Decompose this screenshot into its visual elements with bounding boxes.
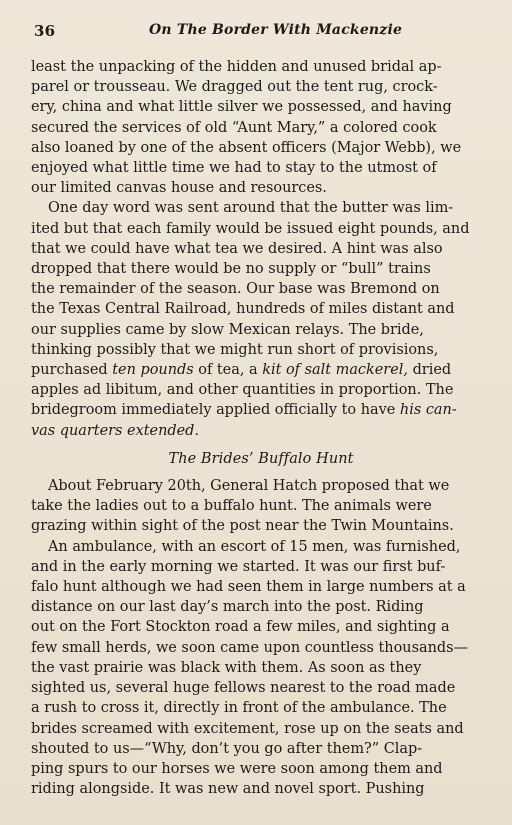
text-line: shouted to us—“Why, don’t you go after them?” Clap- bbox=[31, 740, 423, 757]
text-line: the Texas Central Railroad, hundreds of miles distant and bbox=[31, 301, 455, 318]
text-line: grazing within sight of the post near the Twin Mountains. bbox=[31, 518, 454, 535]
italic-text-run: kit of salt mackerel, bbox=[262, 362, 408, 379]
text-line: our supplies came by slow Mexican relays. The bride, bbox=[31, 321, 424, 338]
text-line: the vast prairie was black with them. As soon as they bbox=[31, 659, 422, 676]
text-line: our limited canvas house and resources. bbox=[31, 180, 327, 197]
paragraph-3 bbox=[31, 476, 491, 537]
text-line: thinking possibly that we might run short of provisions, bbox=[31, 341, 439, 358]
paragraph-1 bbox=[31, 57, 491, 198]
text-line: and in the early morning we started. It was our first buf- bbox=[31, 558, 446, 575]
text-line: that we could have what tea we desired. A hint was also bbox=[31, 240, 443, 257]
text-line: dropped that there would be no supply or “bull” trains bbox=[31, 261, 431, 278]
text-line-mixed bbox=[31, 400, 491, 420]
text-line: distance on our last day’s march into the post. Riding bbox=[31, 599, 424, 616]
text-line: the remainder of the season. Our base was Bremond on bbox=[31, 281, 440, 298]
text-line: falo hunt although we had seen them in large numbers at a bbox=[31, 579, 466, 596]
text-line: secured the services of old “Aunt Mary,” a colored cook bbox=[31, 119, 437, 136]
italic-text-line: vas quarters extended. bbox=[31, 422, 200, 439]
page-body bbox=[31, 57, 491, 799]
paragraph-4 bbox=[31, 537, 491, 800]
text-line: ery, china and what little silver we possessed, and having bbox=[31, 99, 452, 116]
text-line: ited but that each family would be issued eight pounds, and bbox=[31, 220, 470, 237]
page-header bbox=[34, 22, 490, 44]
text-line: enjoyed what little time we had to stay to the utmost of bbox=[31, 160, 437, 177]
text-line: About February 20th, General Hatch proposed that we bbox=[48, 478, 450, 495]
text-line: sighted us, several huge fellows nearest to the road made bbox=[31, 680, 456, 697]
text-line-mixed bbox=[31, 360, 491, 380]
text-line: One day word was sent around that the butter was lim- bbox=[48, 200, 454, 217]
running-title: On The Border With Mackenzie bbox=[149, 22, 403, 38]
text-line: out on the Fort Stockton road a few miles, and sighting a bbox=[31, 619, 450, 636]
text-line: parel or trousseau. We dragged out the tent rug, crock- bbox=[31, 79, 438, 96]
text-line: apples ad libitum, and other quantities in proportion. The bbox=[31, 382, 454, 399]
text-run: of tea, a bbox=[198, 362, 258, 379]
text-line: also loaned by one of the absent officers (Major Webb), we bbox=[31, 139, 462, 156]
text-line: riding alongside. It was new and novel sport. Pushing bbox=[31, 781, 425, 798]
italic-text-run: ten pounds bbox=[112, 362, 194, 379]
page-number: 36 bbox=[34, 22, 56, 40]
paragraph-2 bbox=[31, 198, 491, 440]
text-run: dried bbox=[412, 362, 452, 379]
text-line: An ambulance, with an escort of 15 men, was furnished, bbox=[48, 538, 461, 555]
text-line: brides screamed with excitement, rose up on the seats and bbox=[31, 720, 464, 737]
text-line: take the ladies out to a buffalo hunt. The animals were bbox=[31, 498, 432, 515]
section-title: The Brides’ Buffalo Hunt bbox=[168, 450, 354, 467]
text-line: least the unpacking of the hidden and unused bridal ap- bbox=[31, 59, 442, 75]
text-line: few small herds, we soon came upon countless thousands— bbox=[31, 639, 468, 656]
text-line: a rush to cross it, directly in front of the ambulance. The bbox=[31, 700, 447, 717]
text-run: purchased bbox=[31, 362, 108, 379]
text-run: bridegroom immediately applied officially to have bbox=[31, 402, 396, 419]
text-line: ping spurs to our horses we were soon among them and bbox=[31, 760, 443, 777]
italic-text-run: his can- bbox=[399, 402, 457, 419]
